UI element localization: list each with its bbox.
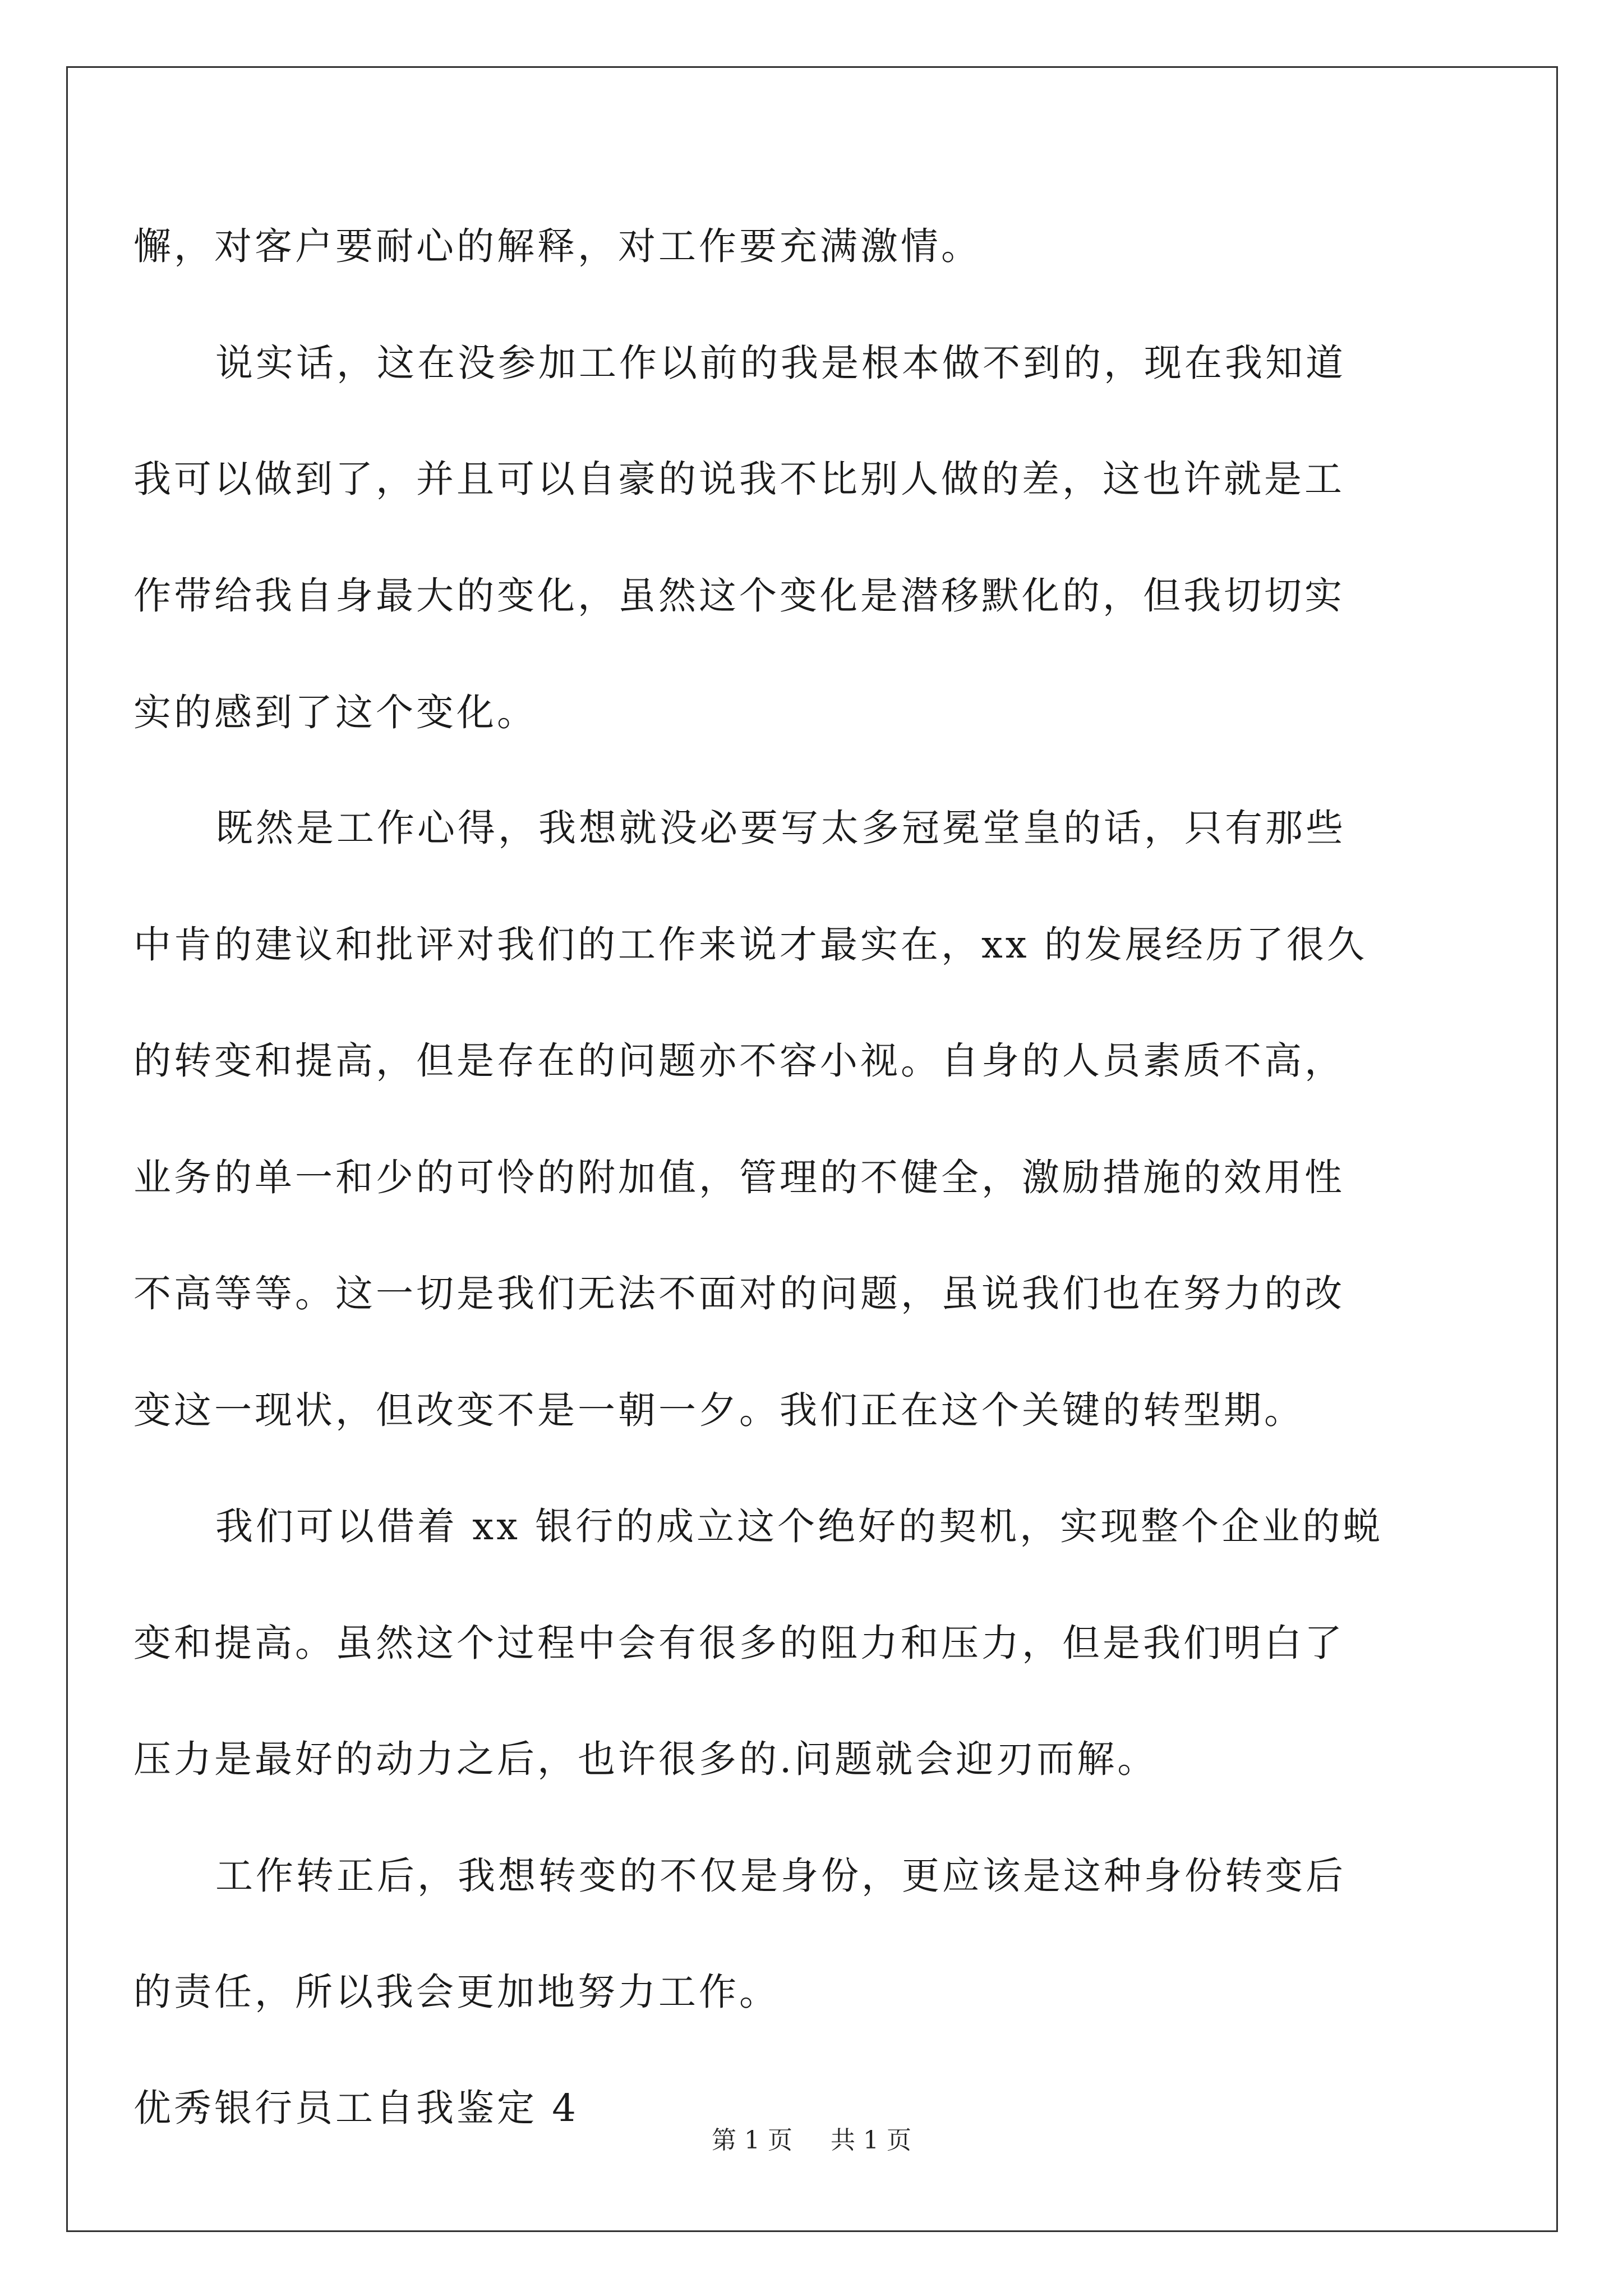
text-line: 实的感到了这个变化。	[133, 691, 537, 734]
text-line: 不高等等。这一切是我们无法不面对的问题，虽说我们也在努力的改	[133, 1272, 1345, 1315]
paragraph-start-line: 说实话，这在没参加工作以前的我是根本做不到的，现在我知道	[215, 341, 1346, 385]
text-line: 压力是最好的动力之后，也许很多的.问题就会迎刃而解。	[133, 1737, 1158, 1781]
text-line: 的转变和提高，但是存在的问题亦不容小视。自身的人员素质不高，	[133, 1039, 1345, 1083]
text-line: 中肯的建议和批评对我们的工作来说才最实在，xx 的发展经历了很久	[133, 923, 1367, 967]
paragraph-start-line: 我们可以借着 xx 银行的成立这个绝好的契机，实现整个企业的蜕	[215, 1504, 1384, 1548]
text-line: 作带给我自身最大的变化，虽然这个变化是潜移默化的，但我切切实	[133, 574, 1345, 618]
section-heading: 优秀银行员工自我鉴定 4	[133, 2086, 579, 2130]
paragraph-start-line: 既然是工作心得，我想就没必要写太多冠冕堂皇的话，只有那些	[215, 806, 1346, 850]
text-line: 变和提高。虽然这个过程中会有很多的阻力和压力，但是我们明白了	[133, 1621, 1345, 1665]
page-total: 共 1 页	[831, 2126, 911, 2155]
text-line: 变这一现状，但改变不是一朝一夕。我们正在这个关键的转型期。	[133, 1388, 1304, 1432]
text-line: 我可以做到了，并且可以自豪的说我不比别人做的差，这也许就是工	[133, 457, 1345, 501]
text-line: 懈，对客户要耐心的解释，对工作要充满激情。	[133, 224, 981, 268]
page-footer	[0, 2124, 1623, 2157]
page-number: 第 1 页	[712, 2126, 792, 2155]
paragraph-start-line: 工作转正后，我想转变的不仅是身份，更应该是这种身份转变后	[215, 1854, 1346, 1898]
text-line: 的责任，所以我会更加地努力工作。	[133, 1970, 780, 2014]
text-line: 业务的单一和少的可怜的附加值，管理的不健全，激励措施的效用性	[133, 1156, 1345, 1199]
